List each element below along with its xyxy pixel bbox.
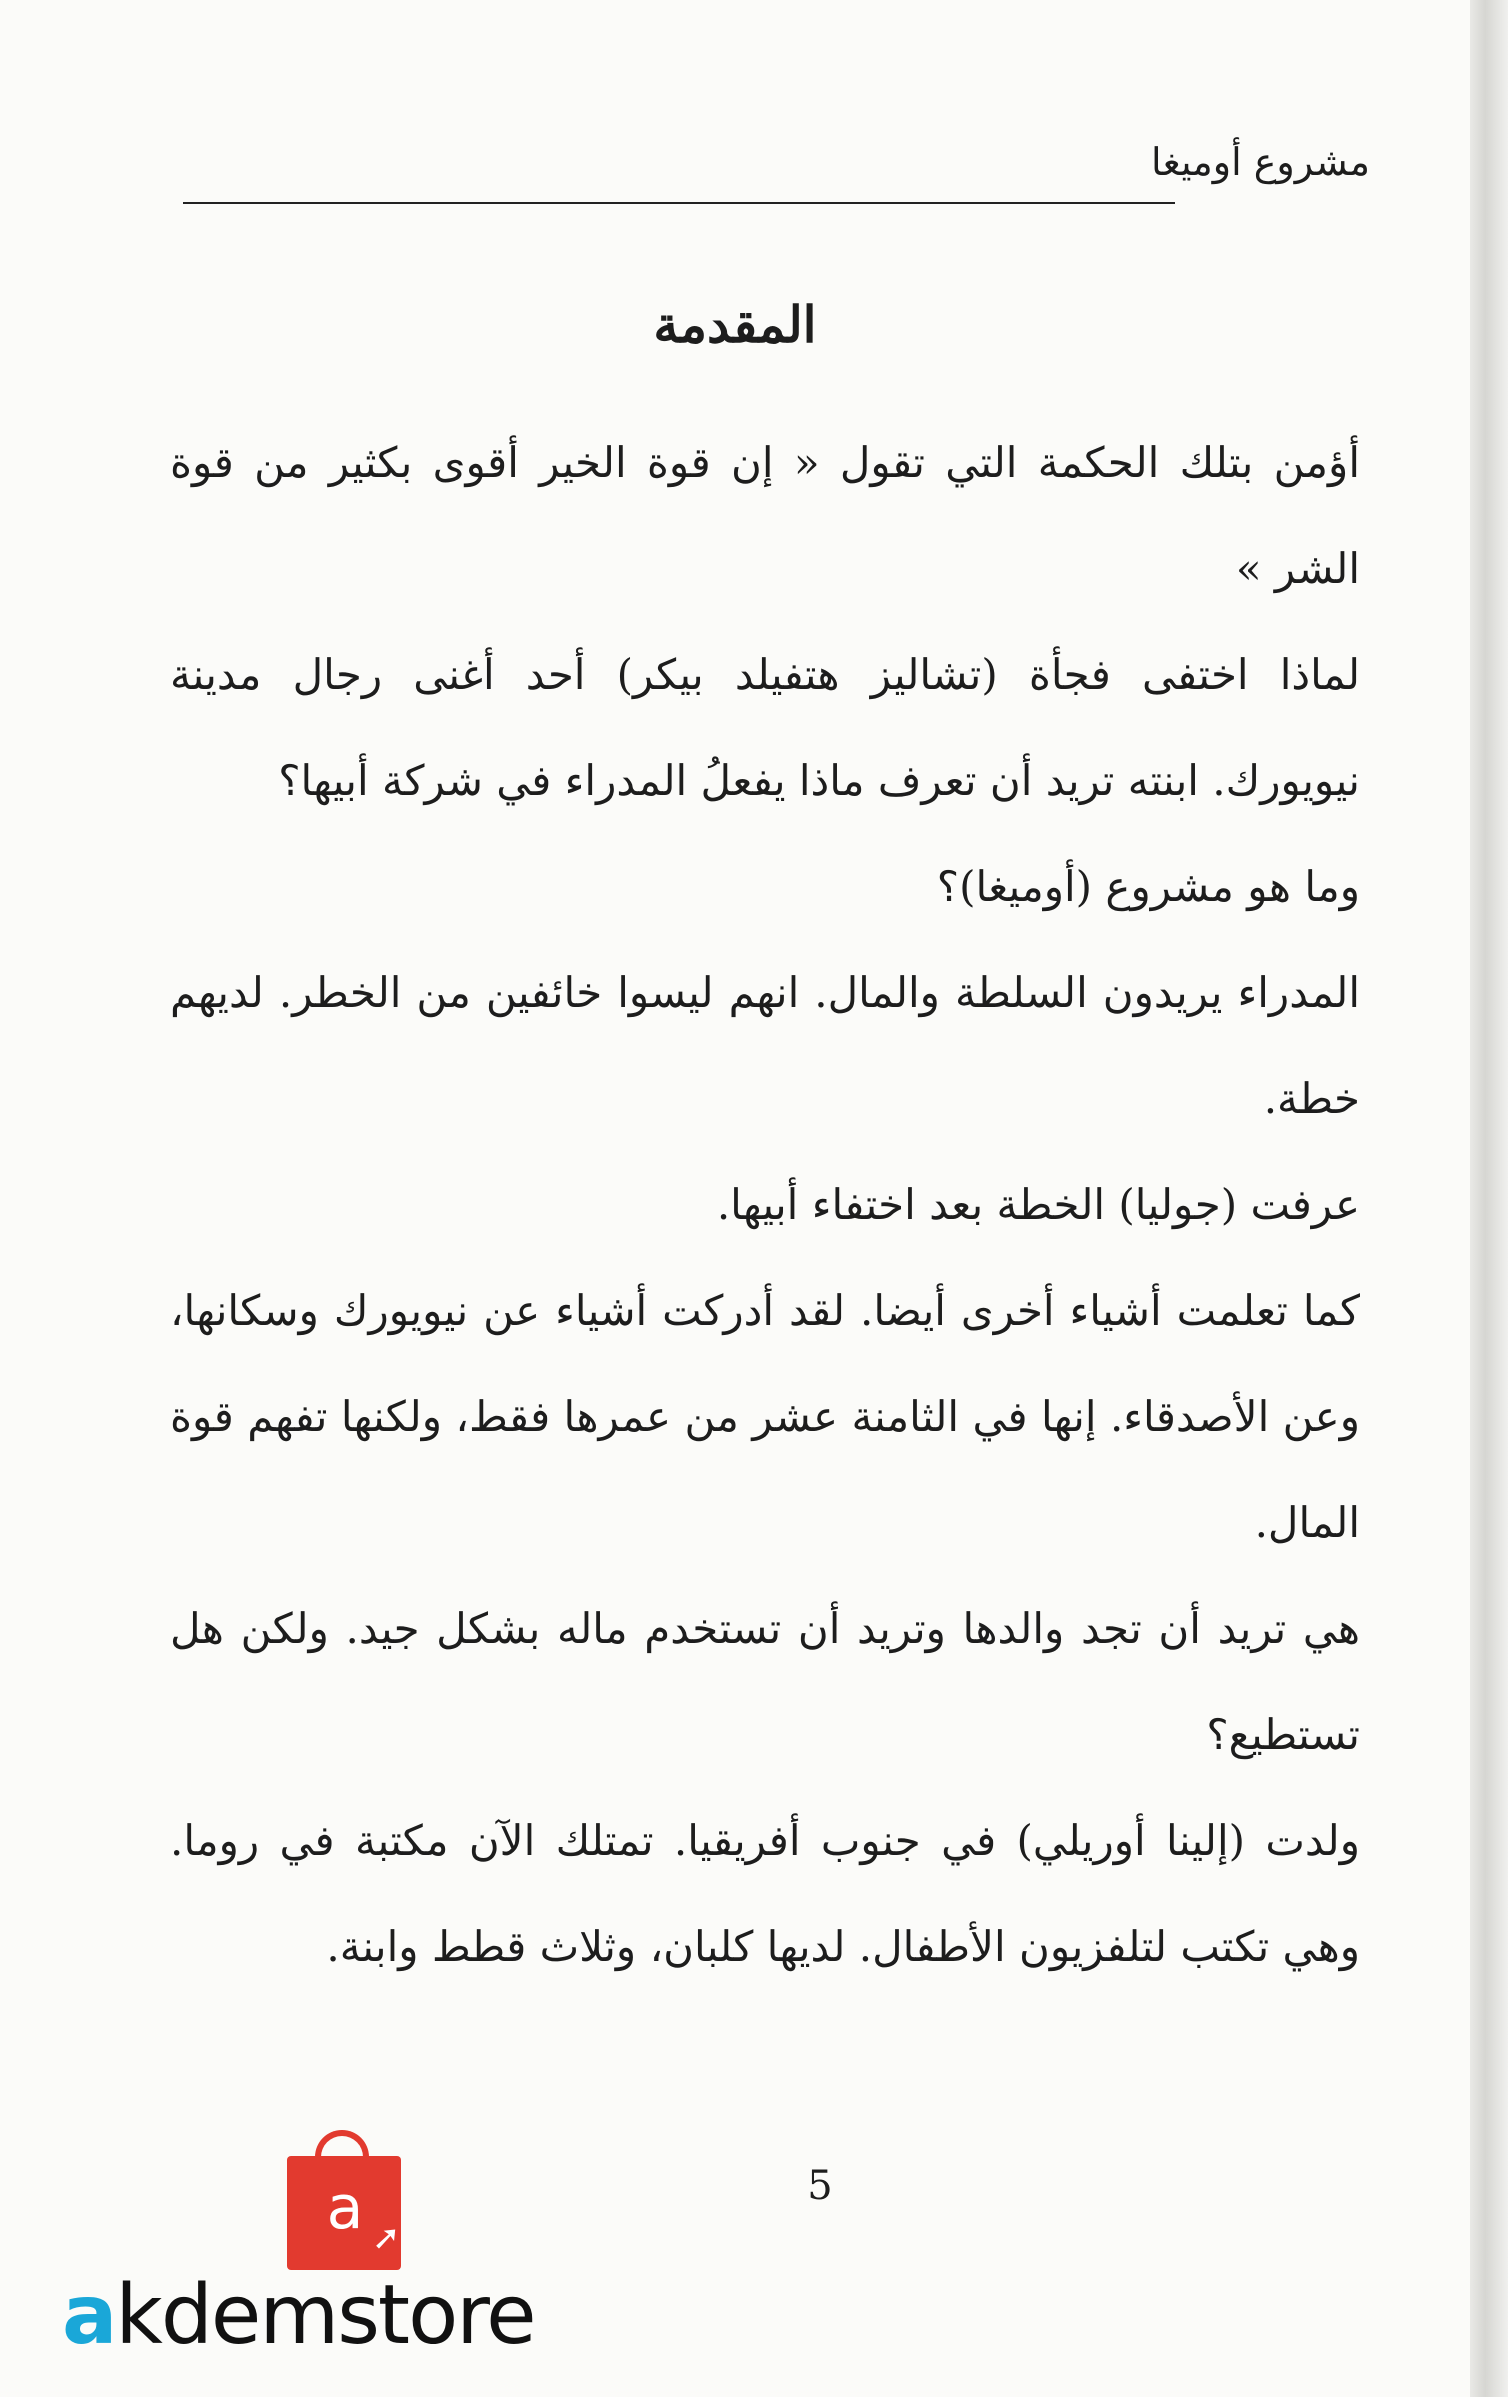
- shopping-bag-icon: [267, 2128, 437, 2280]
- brand-wordmark: [62, 2268, 535, 2363]
- page-edge: [1470, 0, 1508, 2397]
- store-watermark-logo: [62, 2120, 622, 2363]
- paragraph: وما هو مشروع (أوميغا)؟: [936, 862, 1360, 911]
- cursor-icon: ➚: [372, 2218, 401, 2258]
- paragraph: لماذا اختفى فجأة (تشاليز هتفيلد بيكر) أحد أغنى رجال مدينة نيويورك. ابنته تريد أن تعرف ماذا يفعلُ المدراء في شركة أبيها؟: [170, 650, 1360, 805]
- paragraph: عرفت (جوليا) الخطة بعد اختفاء أبيها.: [716, 1180, 1360, 1229]
- paragraph: كما تعلمت أشياء أخرى أيضا. لقد أدركت أشياء عن نيويورك وسكانها، وعن الأصدقاء. إنها في الثامنة عشر من عمرها فقط، ولكنها تفهم قوة المال.: [170, 1286, 1360, 1547]
- running-header: مشروع أوميغا: [1151, 140, 1370, 184]
- paragraph: أؤمن بتلك الحكمة التي تقول « إن قوة الخير أقوى بكثير من قوة الشر »: [170, 438, 1360, 593]
- bag-letter: a: [326, 2173, 364, 2243]
- brand-accent-letter: a: [62, 2268, 116, 2363]
- body-text: [170, 410, 1360, 2000]
- paragraph: ولدت (إلينا أوريلي) في جنوب أفريقيا. تمتلك الآن مكتبة في روما. وهي تكتب لتلفزيون الأطفال. لديها كلبان، وثلاث قطط وابنة.: [170, 1816, 1360, 1971]
- page-number: 5: [807, 2163, 833, 2209]
- brand-name: kdemstore: [115, 2268, 535, 2363]
- chapter-title: المقدمة: [653, 295, 817, 354]
- paragraph: المدراء يريدون السلطة والمال. انهم ليسوا خائفين من الخطر. لديهم خطة.: [170, 968, 1360, 1123]
- paragraph: هي تريد أن تجد والدها وتريد أن تستخدم ماله بشكل جيد. ولكن هل تستطيع؟: [170, 1604, 1360, 1759]
- header-rule: [183, 202, 1175, 204]
